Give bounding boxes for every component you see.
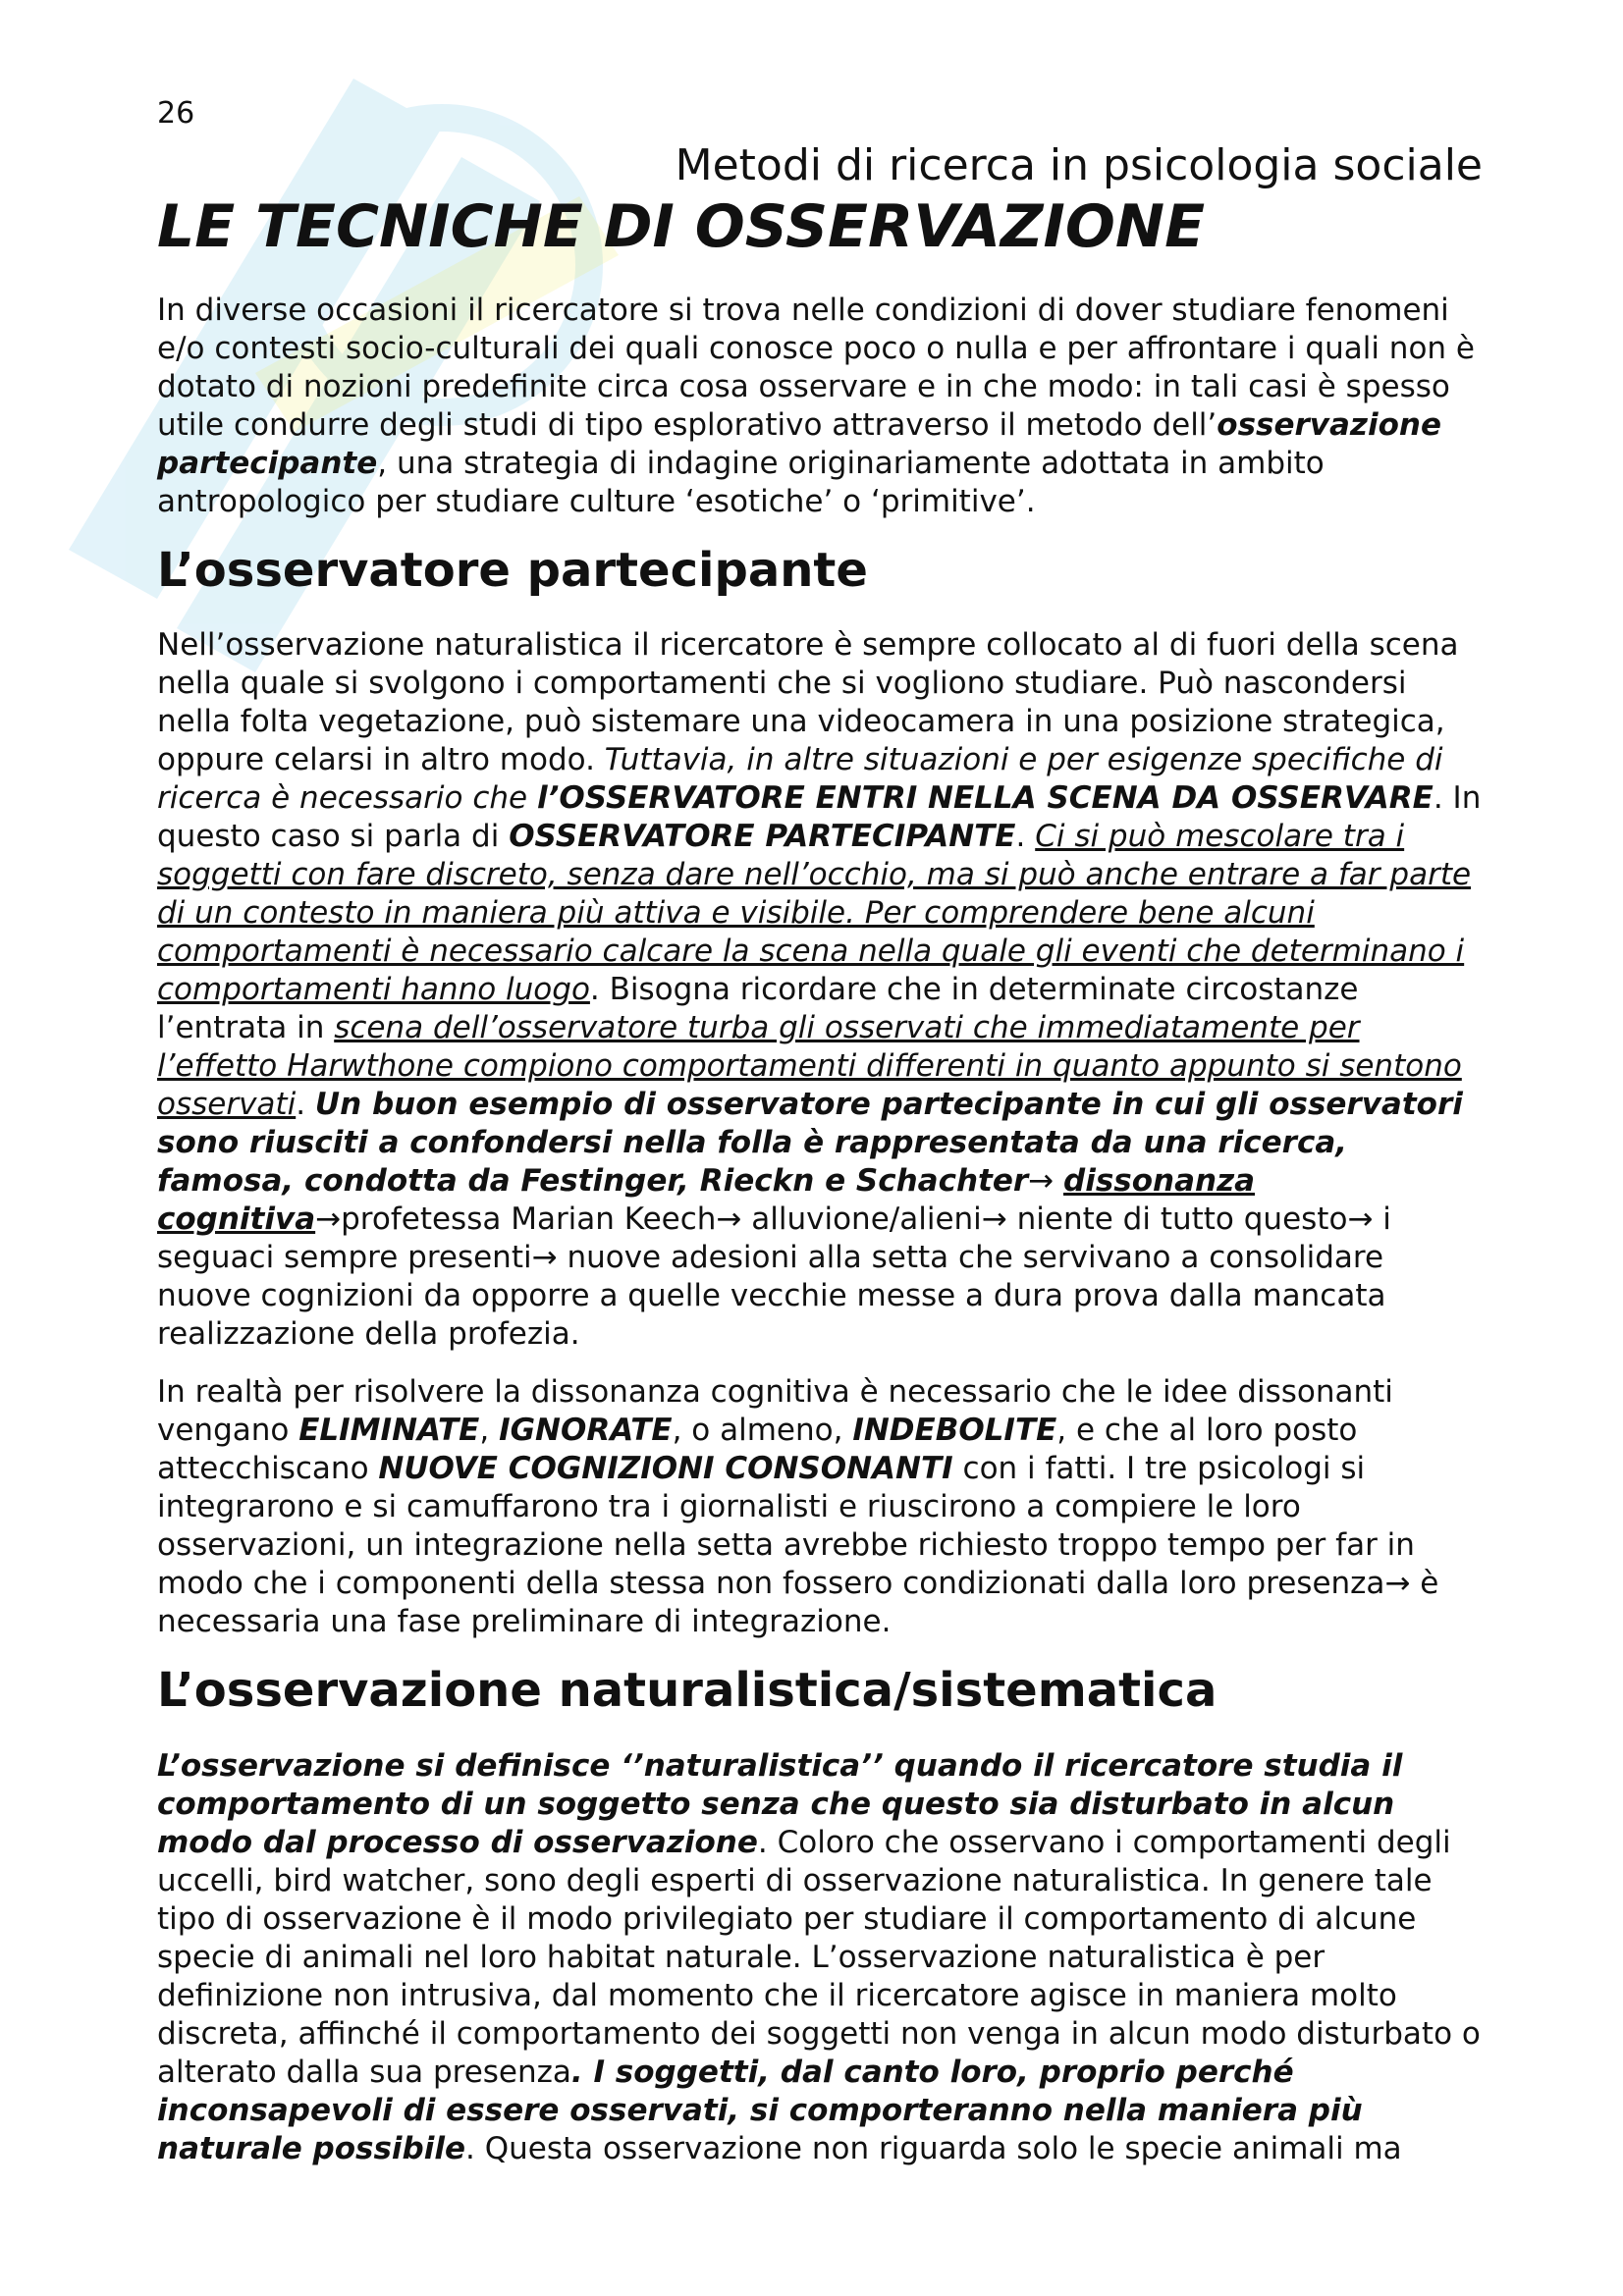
arrow-icon: →: [1347, 1201, 1374, 1238]
intro-paragraph: In diverse occasioni il ricercatore si trova nelle condizioni di dover studiare fenomeni e/o contesti socio-culturali dei quali conosce poco o nulla e per affrontare i quali non è dotato di nozioni predefinite circa cosa osservare e in che modo: in tali casi è spesso utile condurre degli studi di tipo esplorativo attraverso il metodo dell’osservazione partecipante, una strategia di indagine originariamente adottata in ambito antropologico per studiare culture ‘esotiche’ o ‘primitive’.: [157, 292, 1475, 519]
paragraph-osservatore-partecipante: Nell’osservazione naturalistica il ricercatore è sempre collocato al di fuori della scena nella quale si svolgono i comportamenti che si vogliono studiare. Può nascondersi nella folta vegetazione, può sistemare una videocamera in una posizione strategica, oppure celarsi in altro modo. Tuttavia, in altre situazioni e per esigenze specifiche di ricerca è necessario che l’OSSERVATORE ENTRI NELLA SCENA DA OSSERVARE. In questo caso si parla di OSSERVATORE PARTECIPANTE. Ci si può mescolare tra i soggetti con fare discreto, senza dare nell’occhio, ma si può anche entrare a far parte di un contesto in maniera più attiva e visibile. Per comprendere bene alcuni comportamenti è necessario calcare la scena nella quale gli eventi che determinano i comportamenti hanno luogo. Bisogna ricordare che in determinate circostanze l’entrata in scena dell’osservatore turba gli osservati che immediatamente per l’effetto Harwthone compiono comportamenti differenti in quanto appunto si sentono osservati. Un buon esempio di osservatore partecipante in cui gli osservatori sono riusciti a confondersi nella folla è rappresentata da una ricerca, famosa, condotta da Festinger, Rieckn e Schachter→ dissonanza cognitiva→profetessa Marian Keech→ alluvione/alieni→ niente di tutto questo→ i seguaci sempre presenti→ nuove adesioni alla setta che servivano a consolidare nuove cognizioni da opporre a quelle vecchie messe a dura prova dalla mancata realizzazione della profezia.: [157, 627, 1482, 1353]
running-head: Metodi di ricerca in psicologia sociale: [675, 140, 1483, 190]
paragraph-osservazione-naturalistica: L’osservazione si definisce ‘’naturalistica’’ quando il ricercatore studia il comportamento di un soggetto senza che questo sia disturbato in alcun modo dal processo di osservazione. Coloro che osservano i comportamenti degli uccelli, bird watcher, sono degli esperti di osservazione naturalistica. In genere tale tipo di osservazione è il modo privilegiato per studiare il comportamento di alcune specie di animali nel loro habitat naturale. L’osservazione naturalistica è per definizione non intrusiva, dal momento che il ricercatore agisce in maniera molto discreta, affinché il comportamento dei soggetti non venga in alcun modo disturbato o alterato dalla sua presenza. I soggetti, dal canto loro, proprio perché inconsapevoli di essere osservati, si comporteranno nella maniera più naturale possibile. Questa osservazione non riguarda solo le specie animali ma: [157, 1747, 1481, 2166]
arrow-icon: →: [1384, 1566, 1411, 1602]
page-title: LE TECNICHE DI OSSERVAZIONE: [157, 191, 1206, 261]
section-heading-osservatore-partecipante: L’osservatore partecipante: [157, 542, 868, 598]
document-page: [157, 88, 1483, 2188]
arrow-icon: →: [315, 1201, 342, 1238]
paragraph-dissonanza: In realtà per risolvere la dissonanza cognitiva è necessario che le idee dissonanti vengano ELIMINATE, IGNORATE, o almeno, INDEBOLITE, e che al loro posto attecchiscano NUOVE COGNIZIONI CONSONANTI con i fatti. I tre psicologi si integrarono e si camuffarono tra i giornalisti e riuscirono a compiere le loro osservazioni, un integrazione nella setta avrebbe richiesto troppo tempo per far in modo che i componenti della stessa non fossero condizionati dalla loro presenza→ è necessaria una fase preliminare di integrazione.: [157, 1374, 1439, 1640]
page-number: 26: [157, 96, 195, 131]
arrow-icon: →: [981, 1201, 1007, 1238]
arrow-icon: →: [1028, 1163, 1055, 1200]
section-heading-osservazione-naturalistica: L’osservazione naturalistica/sistematica: [157, 1663, 1217, 1719]
arrow-icon: →: [716, 1201, 742, 1238]
arrow-icon: →: [531, 1240, 558, 1276]
